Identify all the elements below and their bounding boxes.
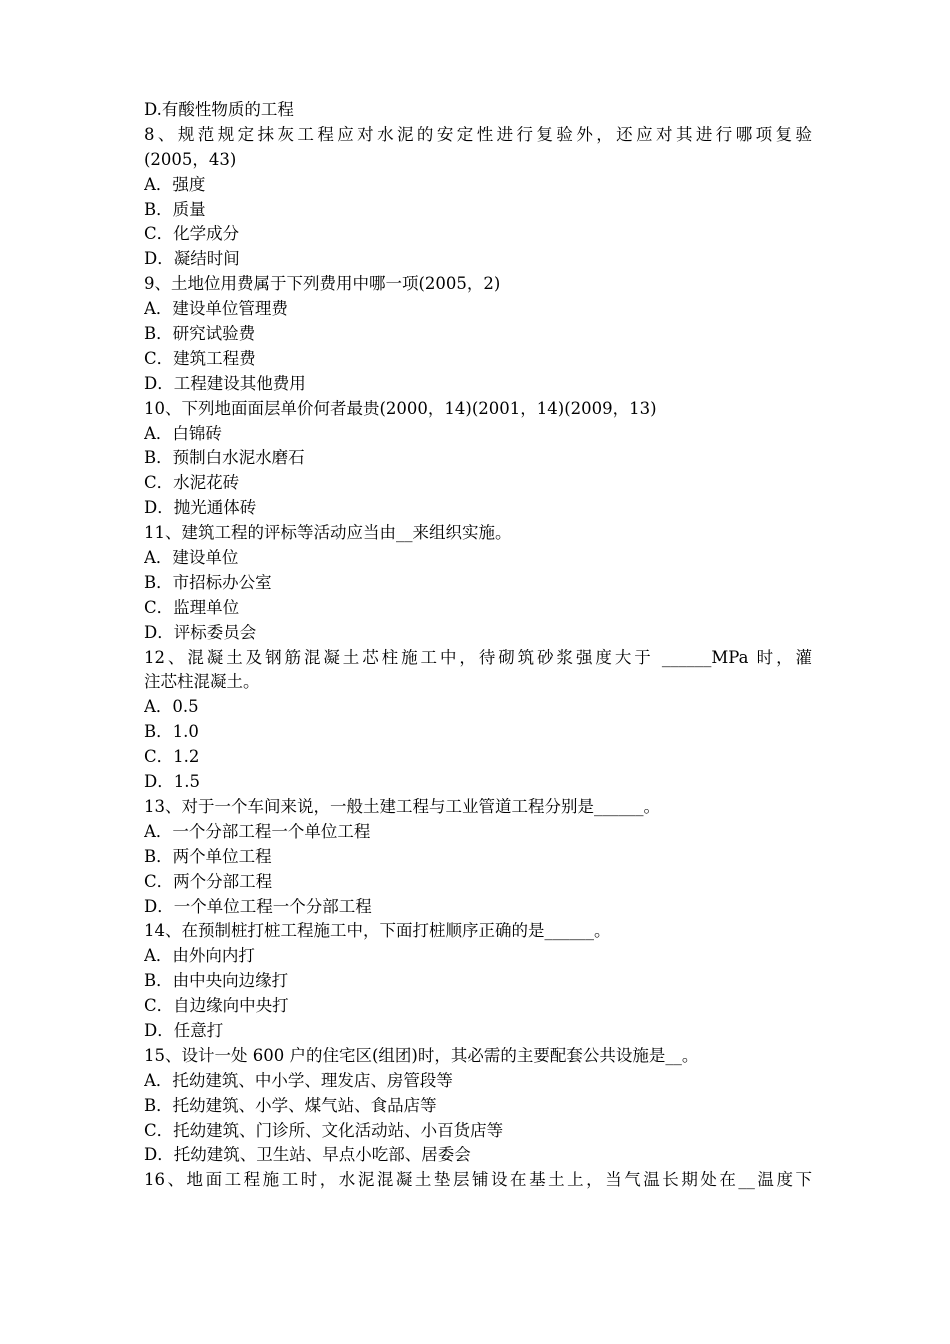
- option-line: C．监理单位: [144, 597, 240, 617]
- text-line: 注芯柱混凝土。: [144, 672, 260, 692]
- document-body: [144, 98, 812, 1193]
- option-line: D．1.5: [144, 772, 200, 792]
- question-11-text: 11、建筑工程的评标等活动应当由__来组织实施。: [144, 523, 512, 543]
- option-line: A．0.5: [144, 697, 199, 717]
- option-line: B．两个单位工程: [144, 846, 272, 866]
- option-line: D．一个单位工程一个分部工程: [144, 896, 372, 916]
- option-line: D．抛光通体砖: [144, 498, 257, 518]
- option-line: C．建筑工程费: [144, 348, 256, 368]
- option-line: A．由外向内打: [144, 946, 255, 966]
- option-line: B．质量: [144, 199, 206, 219]
- option-line: A．建设单位: [144, 548, 239, 568]
- option-line: C．1.2: [144, 747, 200, 767]
- option-line: D．托幼建筑、卫生站、早点小吃部、居委会: [144, 1145, 471, 1165]
- question-13-text: 13、对于一个车间来说，一般土建工程与工业管道工程分别是______。: [144, 796, 660, 816]
- option-line: B．市招标办公室: [144, 572, 272, 592]
- option-line: D．工程建设其他费用: [144, 373, 306, 393]
- option-line: B．预制白水泥水磨石: [144, 448, 305, 468]
- text-line: D.有酸性物质的工程: [144, 100, 294, 119]
- option-line: B．1.0: [144, 722, 199, 742]
- option-line: C．自边缘向中央打: [144, 996, 289, 1016]
- question-10-text: 10、下列地面面层单价何者最贵(2000，14)(2001，14)(2009，13): [144, 398, 657, 418]
- option-line: B．研究试验费: [144, 324, 256, 344]
- option-line: D．任意打: [144, 1020, 224, 1040]
- question-15-text: 15、设计一处 600 户的住宅区(组团)时，其必需的主要配套公共设施是__。: [144, 1045, 699, 1065]
- question-9-text: 9、土地位用费属于下列费用中哪一项(2005，2): [144, 274, 501, 294]
- option-line: B．托幼建筑、小学、煤气站、食品店等: [144, 1095, 437, 1115]
- option-line: C．托幼建筑、门诊所、文化活动站、小百货店等: [144, 1120, 504, 1140]
- option-line: D．评标委员会: [144, 622, 257, 642]
- option-line: C．水泥花砖: [144, 473, 240, 493]
- option-line: B．由中央向边缘打: [144, 971, 289, 991]
- option-line: D．凝结时间: [144, 249, 240, 269]
- option-line: A．建设单位管理费: [144, 299, 288, 319]
- question-12-text: 12、混凝土及钢筋混凝土芯柱施工中，待砌筑砂浆强度大于 ______MPa 时，灌: [144, 647, 812, 667]
- question-8-text: 8、规范规定抹灰工程应对水泥的安定性进行复验外，还应对其进行哪项复验: [144, 124, 812, 144]
- option-line: A．托幼建筑、中小学、理发店、房管段等: [144, 1070, 453, 1090]
- option-line: C．两个分部工程: [144, 871, 273, 891]
- text-line: (2005，43): [144, 149, 237, 169]
- option-line: A．白锦砖: [144, 423, 222, 443]
- question-16-text: 16、地面工程施工时，水泥混凝土垫层铺设在基土上，当气温长期处在__温度下: [144, 1170, 812, 1190]
- option-line: C．化学成分: [144, 224, 240, 244]
- option-line: A．一个分部工程一个单位工程: [144, 821, 371, 841]
- question-14-text: 14、在预制桩打桩工程施工中，下面打桩顺序正确的是______。: [144, 921, 611, 941]
- option-line: A．强度: [144, 174, 206, 194]
